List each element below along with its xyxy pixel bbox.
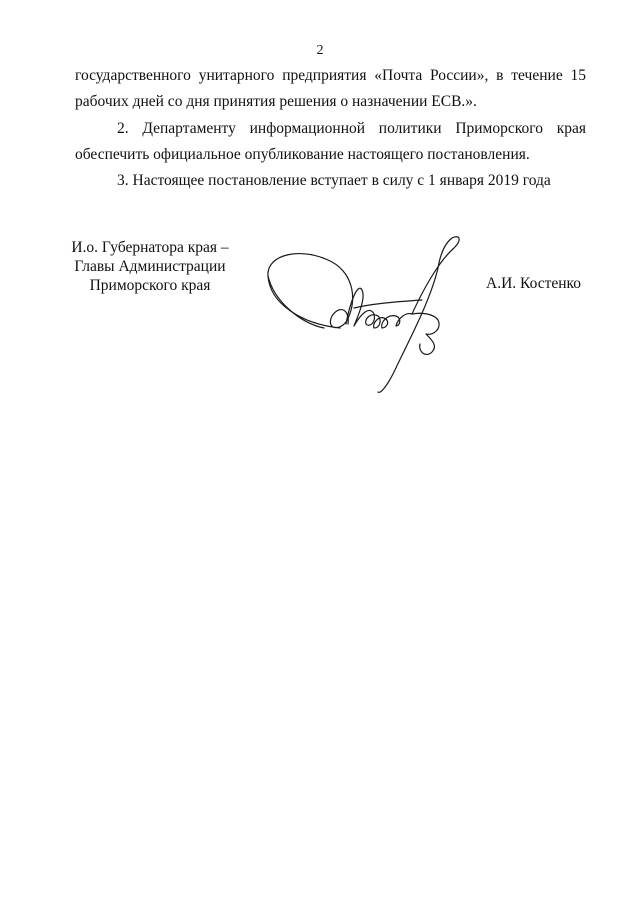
paragraph-line: обеспечить официальное опубликование настоящего постановления.: [75, 146, 530, 163]
signatory-title-line: Главы Администрации: [74, 258, 226, 275]
paragraph-line: рабочих дней со дня принятия решения о назначении ЕСВ.».: [75, 93, 477, 110]
paragraph-item-2: [75, 121, 586, 163]
paragraph-line: 2. Департаменту информационной политики Приморского края: [117, 120, 586, 137]
signatory-name: А.И. Костенко: [486, 275, 582, 292]
page-number: 2: [316, 43, 324, 58]
paragraph-continuation: [75, 68, 586, 110]
signatory-title: [60, 238, 240, 295]
paragraph-line: 3. Настоящее постановление вступает в силу с 1 января 2019 года: [117, 172, 551, 189]
signatory-title-line: Приморского края: [89, 277, 211, 294]
handwritten-signature: [262, 232, 462, 397]
signatory-title-line: И.о. Губернатора края –: [71, 239, 229, 256]
paragraph-line: государственного унитарного предприятия «Почта России», в течение 15: [75, 67, 586, 84]
paragraph-item-3: [75, 173, 586, 189]
